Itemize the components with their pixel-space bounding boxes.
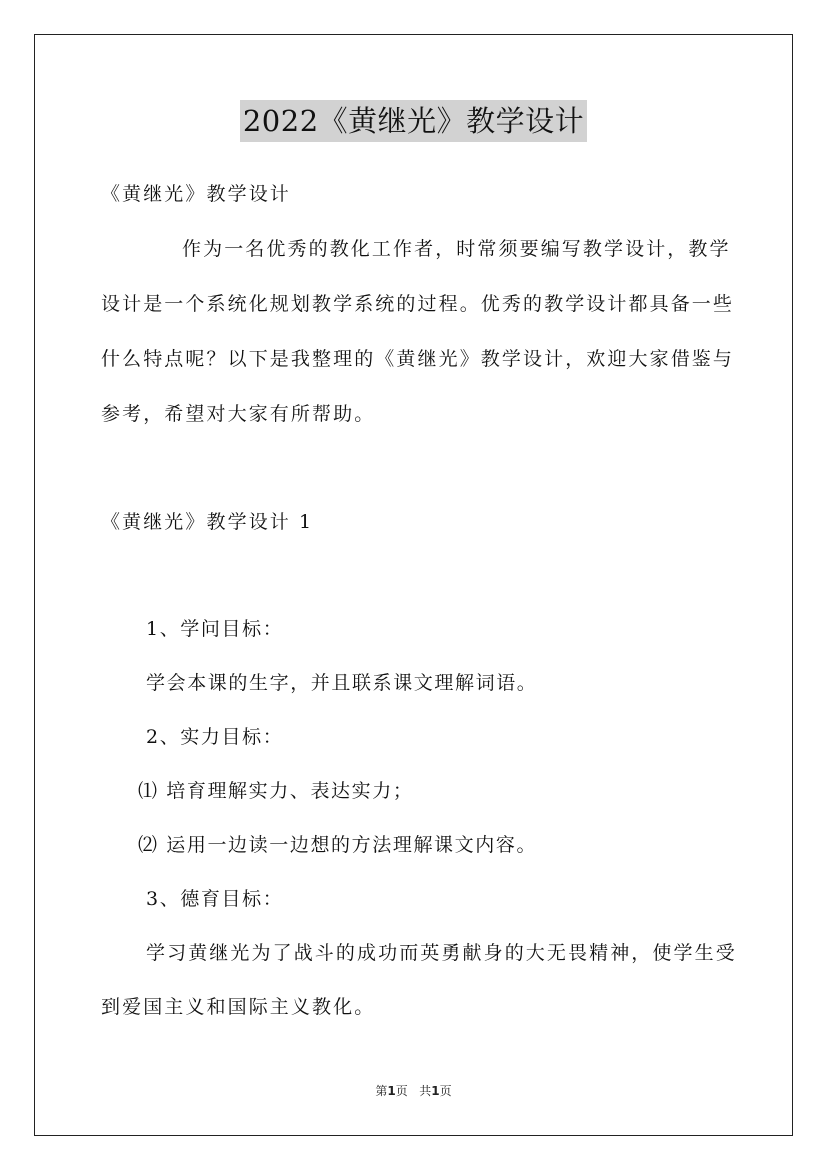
- objective-moral-heading: 3、德育目标：: [146, 888, 284, 910]
- intro-line-2: 设计是一个系统化规划教学系统的过程。优秀的教学设计都具备一些: [101, 293, 735, 315]
- footer-total-unit: 页: [439, 1084, 452, 1098]
- page-footer: [0, 1082, 827, 1099]
- intro-line-3: 什么特点呢？以下是我整理的《黄继光》教学设计，欢迎大家借鉴与: [101, 348, 735, 370]
- objective-ability-item-2: ⑵ 运用一边读一边想的方法理解课文内容。: [138, 834, 538, 856]
- title-container: [0, 100, 827, 142]
- footer-page-unit: 页: [395, 1084, 408, 1098]
- document-title: 2022《黄继光》教学设计: [240, 100, 587, 142]
- moral-line-2: 到爱国主义和国际主义教化。: [101, 996, 376, 1018]
- footer-page-number: 1: [387, 1084, 396, 1098]
- intro-line-1: 作为一名优秀的教化工作者，时常须要编写教学设计，教学: [182, 238, 731, 260]
- moral-line-1: 学习黄继光为了战斗的成功而英勇献身的大无畏精神，使学生受: [146, 942, 737, 964]
- footer-page-label: 第: [375, 1084, 388, 1098]
- document-heading: 《黄继光》教学设计: [101, 183, 291, 205]
- objective-knowledge-text: 学会本课的生字，并且联系课文理解词语。: [146, 672, 538, 694]
- footer-total-number: 1: [431, 1084, 440, 1098]
- section-heading: 《黄继光》教学设计 1: [101, 511, 314, 533]
- intro-line-4: 参考，希望对大家有所帮助。: [101, 403, 376, 425]
- objective-knowledge-heading: 1、学问目标：: [146, 618, 284, 640]
- objective-ability-heading: 2、实力目标：: [146, 726, 284, 748]
- objective-ability-item-1: ⑴ 培育理解实力、表达实力；: [138, 780, 414, 802]
- footer-total-label: 共: [419, 1084, 432, 1098]
